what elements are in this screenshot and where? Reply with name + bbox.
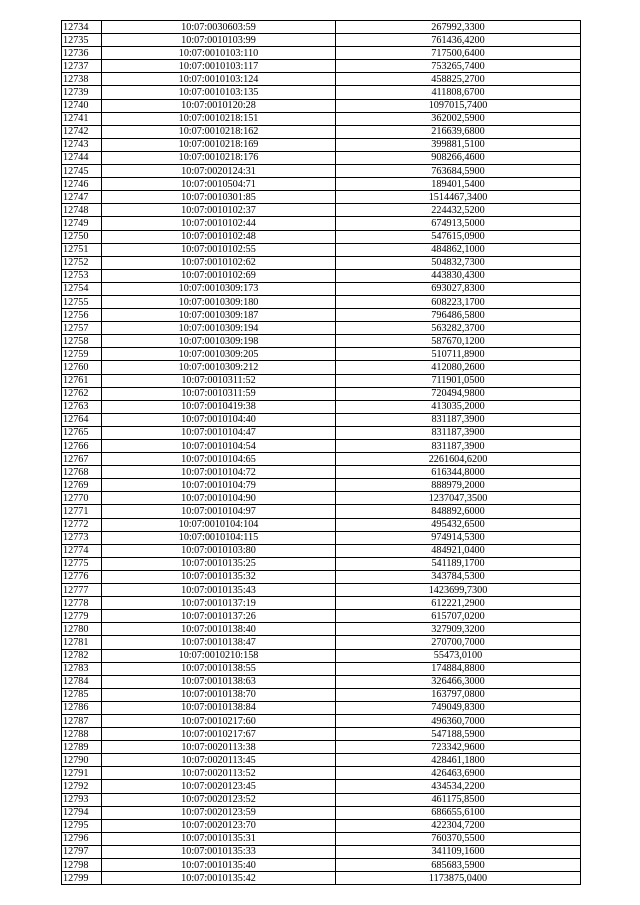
row-number-cell: 12790 bbox=[62, 754, 102, 767]
table-row bbox=[62, 413, 581, 426]
cadastral-number-cell: 10:07:0010135:32 bbox=[102, 570, 336, 583]
table-row bbox=[62, 440, 581, 453]
value-cell: 888979,2000 bbox=[336, 479, 581, 492]
table-row bbox=[62, 741, 581, 754]
value-cell: 1173875,0400 bbox=[336, 872, 581, 885]
table-row bbox=[62, 230, 581, 243]
cadastral-number-cell: 10:07:0010138:84 bbox=[102, 701, 336, 714]
table-row bbox=[62, 282, 581, 295]
row-number-cell: 12767 bbox=[62, 453, 102, 466]
row-number-cell: 12766 bbox=[62, 440, 102, 453]
table-row bbox=[62, 767, 581, 780]
value-cell: 426463,6900 bbox=[336, 767, 581, 780]
row-number-cell: 12743 bbox=[62, 138, 102, 151]
table-row bbox=[62, 845, 581, 858]
row-number-cell: 12764 bbox=[62, 413, 102, 426]
row-number-cell: 12796 bbox=[62, 832, 102, 845]
value-cell: 831187,3900 bbox=[336, 413, 581, 426]
document-page bbox=[61, 20, 581, 885]
table-row bbox=[62, 125, 581, 138]
table-row bbox=[62, 570, 581, 583]
cadastral-number-cell: 10:07:0010103:135 bbox=[102, 86, 336, 99]
table-row bbox=[62, 714, 581, 727]
cadastral-number-cell: 10:07:0010104:65 bbox=[102, 453, 336, 466]
value-cell: 510711,8900 bbox=[336, 348, 581, 361]
row-number-cell: 12778 bbox=[62, 597, 102, 610]
row-number-cell: 12757 bbox=[62, 322, 102, 335]
cadastral-value-table bbox=[61, 20, 581, 885]
cadastral-number-cell: 10:07:0010102:37 bbox=[102, 204, 336, 217]
row-number-cell: 12783 bbox=[62, 662, 102, 675]
table-row bbox=[62, 217, 581, 230]
row-number-cell: 12769 bbox=[62, 479, 102, 492]
table-row bbox=[62, 597, 581, 610]
row-number-cell: 12779 bbox=[62, 610, 102, 623]
row-number-cell: 12782 bbox=[62, 649, 102, 662]
value-cell: 458825,2700 bbox=[336, 73, 581, 86]
table-row bbox=[62, 819, 581, 832]
value-cell: 541189,1700 bbox=[336, 557, 581, 570]
cadastral-number-cell: 10:07:0010419:38 bbox=[102, 400, 336, 413]
row-number-cell: 12775 bbox=[62, 557, 102, 570]
table-row bbox=[62, 361, 581, 374]
cadastral-number-cell: 10:07:0010137:26 bbox=[102, 610, 336, 623]
cadastral-number-cell: 10:07:0010103:117 bbox=[102, 60, 336, 73]
value-cell: 189401,5400 bbox=[336, 178, 581, 191]
table-row bbox=[62, 544, 581, 557]
value-cell: 693027,8300 bbox=[336, 282, 581, 295]
row-number-cell: 12793 bbox=[62, 793, 102, 806]
table-row bbox=[62, 387, 581, 400]
value-cell: 686655,6100 bbox=[336, 806, 581, 819]
row-number-cell: 12737 bbox=[62, 60, 102, 73]
table-row bbox=[62, 426, 581, 439]
value-cell: 753265,7400 bbox=[336, 60, 581, 73]
table-row bbox=[62, 73, 581, 86]
table-row bbox=[62, 400, 581, 413]
value-cell: 270700,7000 bbox=[336, 636, 581, 649]
table-row bbox=[62, 34, 581, 47]
cadastral-number-cell: 10:07:0010311:59 bbox=[102, 387, 336, 400]
cadastral-number-cell: 10:07:0010309:173 bbox=[102, 282, 336, 295]
table-row bbox=[62, 204, 581, 217]
table-row bbox=[62, 531, 581, 544]
row-number-cell: 12750 bbox=[62, 230, 102, 243]
cadastral-number-cell: 10:07:0020123:59 bbox=[102, 806, 336, 819]
row-number-cell: 12799 bbox=[62, 872, 102, 885]
value-cell: 831187,3900 bbox=[336, 426, 581, 439]
value-cell: 434534,2200 bbox=[336, 780, 581, 793]
value-cell: 461175,8500 bbox=[336, 793, 581, 806]
value-cell: 327909,3200 bbox=[336, 623, 581, 636]
row-number-cell: 12747 bbox=[62, 191, 102, 204]
row-number-cell: 12780 bbox=[62, 623, 102, 636]
table-row bbox=[62, 492, 581, 505]
table-row bbox=[62, 322, 581, 335]
row-number-cell: 12746 bbox=[62, 178, 102, 191]
cadastral-number-cell: 10:07:0010135:31 bbox=[102, 832, 336, 845]
value-cell: 495432,6500 bbox=[336, 518, 581, 531]
value-cell: 749049,8300 bbox=[336, 701, 581, 714]
cadastral-number-cell: 10:07:0010217:60 bbox=[102, 714, 336, 727]
cadastral-number-cell: 10:07:0020113:38 bbox=[102, 741, 336, 754]
row-number-cell: 12785 bbox=[62, 688, 102, 701]
value-cell: 761436,4200 bbox=[336, 34, 581, 47]
cadastral-number-cell: 10:07:0010135:42 bbox=[102, 872, 336, 885]
cadastral-number-cell: 10:07:0030603:59 bbox=[102, 21, 336, 34]
cadastral-number-cell: 10:07:0020113:52 bbox=[102, 767, 336, 780]
row-number-cell: 12797 bbox=[62, 845, 102, 858]
cadastral-number-cell: 10:07:0010218:169 bbox=[102, 138, 336, 151]
value-cell: 326466,3000 bbox=[336, 675, 581, 688]
table-row bbox=[62, 60, 581, 73]
row-number-cell: 12774 bbox=[62, 544, 102, 557]
cadastral-number-cell: 10:07:0010218:176 bbox=[102, 151, 336, 164]
value-cell: 2261604,6200 bbox=[336, 453, 581, 466]
row-number-cell: 12787 bbox=[62, 714, 102, 727]
table-row bbox=[62, 584, 581, 597]
cadastral-number-cell: 10:07:0010138:55 bbox=[102, 662, 336, 675]
cadastral-number-cell: 10:07:0010103:124 bbox=[102, 73, 336, 86]
value-cell: 163797,0800 bbox=[336, 688, 581, 701]
row-number-cell: 12760 bbox=[62, 361, 102, 374]
cadastral-number-cell: 10:07:0010217:67 bbox=[102, 728, 336, 741]
value-cell: 413035,2000 bbox=[336, 400, 581, 413]
table-row bbox=[62, 675, 581, 688]
cadastral-number-cell: 10:07:0010218:151 bbox=[102, 112, 336, 125]
row-number-cell: 12770 bbox=[62, 492, 102, 505]
row-number-cell: 12772 bbox=[62, 518, 102, 531]
cadastral-number-cell: 10:07:0010104:97 bbox=[102, 505, 336, 518]
value-cell: 411808,6700 bbox=[336, 86, 581, 99]
cadastral-number-cell: 10:07:0010138:40 bbox=[102, 623, 336, 636]
table-row bbox=[62, 86, 581, 99]
table-row bbox=[62, 269, 581, 282]
cadastral-number-cell: 10:07:0010103:99 bbox=[102, 34, 336, 47]
cadastral-number-cell: 10:07:0010135:25 bbox=[102, 557, 336, 570]
table-row bbox=[62, 662, 581, 675]
value-cell: 831187,3900 bbox=[336, 440, 581, 453]
row-number-cell: 12784 bbox=[62, 675, 102, 688]
value-cell: 484862,1000 bbox=[336, 243, 581, 256]
value-cell: 796486,5800 bbox=[336, 309, 581, 322]
cadastral-number-cell: 10:07:0020124:31 bbox=[102, 165, 336, 178]
cadastral-number-cell: 10:07:0010104:115 bbox=[102, 531, 336, 544]
row-number-cell: 12777 bbox=[62, 584, 102, 597]
value-cell: 1423699,7300 bbox=[336, 584, 581, 597]
cadastral-number-cell: 10:07:0010103:110 bbox=[102, 47, 336, 60]
table-row bbox=[62, 165, 581, 178]
row-number-cell: 12748 bbox=[62, 204, 102, 217]
row-number-cell: 12776 bbox=[62, 570, 102, 583]
row-number-cell: 12792 bbox=[62, 780, 102, 793]
cadastral-number-cell: 10:07:0010309:187 bbox=[102, 309, 336, 322]
cadastral-number-cell: 10:07:0010104:54 bbox=[102, 440, 336, 453]
row-number-cell: 12751 bbox=[62, 243, 102, 256]
cadastral-number-cell: 10:07:0010137:19 bbox=[102, 597, 336, 610]
value-cell: 412080,2600 bbox=[336, 361, 581, 374]
value-cell: 717500,6400 bbox=[336, 47, 581, 60]
row-number-cell: 12738 bbox=[62, 73, 102, 86]
table-row bbox=[62, 374, 581, 387]
cadastral-number-cell: 10:07:0010104:40 bbox=[102, 413, 336, 426]
cadastral-number-cell: 10:07:0010102:44 bbox=[102, 217, 336, 230]
row-number-cell: 12749 bbox=[62, 217, 102, 230]
row-number-cell: 12789 bbox=[62, 741, 102, 754]
table-row bbox=[62, 335, 581, 348]
row-number-cell: 12765 bbox=[62, 426, 102, 439]
table-row bbox=[62, 623, 581, 636]
cadastral-number-cell: 10:07:0010309:205 bbox=[102, 348, 336, 361]
row-number-cell: 12786 bbox=[62, 701, 102, 714]
value-cell: 616344,8000 bbox=[336, 466, 581, 479]
cadastral-number-cell: 10:07:0010104:79 bbox=[102, 479, 336, 492]
table-row bbox=[62, 688, 581, 701]
cadastral-number-cell: 10:07:0020123:52 bbox=[102, 793, 336, 806]
table-row bbox=[62, 518, 581, 531]
cadastral-number-cell: 10:07:0010102:48 bbox=[102, 230, 336, 243]
cadastral-number-cell: 10:07:0010210:158 bbox=[102, 649, 336, 662]
cadastral-number-cell: 10:07:0010104:90 bbox=[102, 492, 336, 505]
value-cell: 443830,4300 bbox=[336, 269, 581, 282]
row-number-cell: 12791 bbox=[62, 767, 102, 780]
table-row bbox=[62, 793, 581, 806]
value-cell: 496360,7000 bbox=[336, 714, 581, 727]
value-cell: 974914,5300 bbox=[336, 531, 581, 544]
table-row bbox=[62, 178, 581, 191]
value-cell: 428461,1800 bbox=[336, 754, 581, 767]
row-number-cell: 12755 bbox=[62, 295, 102, 308]
cadastral-number-cell: 10:07:0010301:85 bbox=[102, 191, 336, 204]
row-number-cell: 12754 bbox=[62, 282, 102, 295]
row-number-cell: 12758 bbox=[62, 335, 102, 348]
table-row bbox=[62, 649, 581, 662]
row-number-cell: 12735 bbox=[62, 34, 102, 47]
row-number-cell: 12752 bbox=[62, 256, 102, 269]
value-cell: 908266,4600 bbox=[336, 151, 581, 164]
cadastral-number-cell: 10:07:0020123:45 bbox=[102, 780, 336, 793]
value-cell: 504832,7300 bbox=[336, 256, 581, 269]
table-row bbox=[62, 728, 581, 741]
cadastral-number-cell: 10:07:0010104:72 bbox=[102, 466, 336, 479]
cadastral-number-cell: 10:07:0010135:40 bbox=[102, 859, 336, 872]
cadastral-number-cell: 10:07:0010120:28 bbox=[102, 99, 336, 112]
table-row bbox=[62, 636, 581, 649]
table-body bbox=[62, 21, 581, 885]
table-row bbox=[62, 610, 581, 623]
value-cell: 608223,1700 bbox=[336, 295, 581, 308]
value-cell: 723342,9600 bbox=[336, 741, 581, 754]
cadastral-number-cell: 10:07:0020113:45 bbox=[102, 754, 336, 767]
cadastral-number-cell: 10:07:0010135:43 bbox=[102, 584, 336, 597]
cadastral-number-cell: 10:07:0010309:198 bbox=[102, 335, 336, 348]
row-number-cell: 12773 bbox=[62, 531, 102, 544]
cadastral-number-cell: 10:07:0010103:80 bbox=[102, 544, 336, 557]
table-row bbox=[62, 780, 581, 793]
table-row bbox=[62, 479, 581, 492]
table-row bbox=[62, 47, 581, 60]
value-cell: 343784,5300 bbox=[336, 570, 581, 583]
table-row bbox=[62, 754, 581, 767]
table-row bbox=[62, 832, 581, 845]
row-number-cell: 12740 bbox=[62, 99, 102, 112]
row-number-cell: 12771 bbox=[62, 505, 102, 518]
cadastral-number-cell: 10:07:0010104:47 bbox=[102, 426, 336, 439]
value-cell: 216639,6800 bbox=[336, 125, 581, 138]
row-number-cell: 12736 bbox=[62, 47, 102, 60]
table-row bbox=[62, 295, 581, 308]
row-number-cell: 12742 bbox=[62, 125, 102, 138]
cadastral-number-cell: 10:07:0010138:70 bbox=[102, 688, 336, 701]
value-cell: 547615,0900 bbox=[336, 230, 581, 243]
value-cell: 674913,5000 bbox=[336, 217, 581, 230]
table-row bbox=[62, 151, 581, 164]
cadastral-number-cell: 10:07:0010138:47 bbox=[102, 636, 336, 649]
value-cell: 55473,0100 bbox=[336, 649, 581, 662]
table-row bbox=[62, 191, 581, 204]
table-row bbox=[62, 112, 581, 125]
row-number-cell: 12768 bbox=[62, 466, 102, 479]
cadastral-number-cell: 10:07:0010504:71 bbox=[102, 178, 336, 191]
table-row bbox=[62, 466, 581, 479]
cadastral-number-cell: 10:07:0010309:180 bbox=[102, 295, 336, 308]
row-number-cell: 12781 bbox=[62, 636, 102, 649]
value-cell: 267992,3300 bbox=[336, 21, 581, 34]
value-cell: 1514467,3400 bbox=[336, 191, 581, 204]
row-number-cell: 12762 bbox=[62, 387, 102, 400]
row-number-cell: 12788 bbox=[62, 728, 102, 741]
value-cell: 848892,6000 bbox=[336, 505, 581, 518]
value-cell: 612221,2900 bbox=[336, 597, 581, 610]
value-cell: 362002,5900 bbox=[336, 112, 581, 125]
cadastral-number-cell: 10:07:0010138:63 bbox=[102, 675, 336, 688]
cadastral-number-cell: 10:07:0010135:33 bbox=[102, 845, 336, 858]
row-number-cell: 12759 bbox=[62, 348, 102, 361]
value-cell: 399881,5100 bbox=[336, 138, 581, 151]
value-cell: 763684,5900 bbox=[336, 165, 581, 178]
row-number-cell: 12795 bbox=[62, 819, 102, 832]
table-row bbox=[62, 309, 581, 322]
value-cell: 563282,3700 bbox=[336, 322, 581, 335]
cadastral-number-cell: 10:07:0010218:162 bbox=[102, 125, 336, 138]
cadastral-number-cell: 10:07:0010311:52 bbox=[102, 374, 336, 387]
row-number-cell: 12734 bbox=[62, 21, 102, 34]
table-row bbox=[62, 505, 581, 518]
cadastral-number-cell: 10:07:0010102:62 bbox=[102, 256, 336, 269]
cadastral-number-cell: 10:07:0010102:55 bbox=[102, 243, 336, 256]
cadastral-number-cell: 10:07:0010309:194 bbox=[102, 322, 336, 335]
cadastral-number-cell: 10:07:0010102:69 bbox=[102, 269, 336, 282]
value-cell: 547188,5900 bbox=[336, 728, 581, 741]
cadastral-number-cell: 10:07:0010309:212 bbox=[102, 361, 336, 374]
table-row bbox=[62, 872, 581, 885]
row-number-cell: 12744 bbox=[62, 151, 102, 164]
row-number-cell: 12756 bbox=[62, 309, 102, 322]
value-cell: 341109,1600 bbox=[336, 845, 581, 858]
row-number-cell: 12794 bbox=[62, 806, 102, 819]
row-number-cell: 12798 bbox=[62, 859, 102, 872]
value-cell: 711901,0500 bbox=[336, 374, 581, 387]
table-row bbox=[62, 348, 581, 361]
row-number-cell: 12745 bbox=[62, 165, 102, 178]
value-cell: 484921,0400 bbox=[336, 544, 581, 557]
value-cell: 1097015,7400 bbox=[336, 99, 581, 112]
value-cell: 174884,8800 bbox=[336, 662, 581, 675]
cadastral-number-cell: 10:07:0020123:70 bbox=[102, 819, 336, 832]
value-cell: 1237047,3500 bbox=[336, 492, 581, 505]
table-row bbox=[62, 99, 581, 112]
value-cell: 587670,1200 bbox=[336, 335, 581, 348]
value-cell: 685683,5900 bbox=[336, 859, 581, 872]
value-cell: 422304,7200 bbox=[336, 819, 581, 832]
table-row bbox=[62, 806, 581, 819]
row-number-cell: 12761 bbox=[62, 374, 102, 387]
table-row bbox=[62, 21, 581, 34]
table-row bbox=[62, 701, 581, 714]
value-cell: 720494,9800 bbox=[336, 387, 581, 400]
table-row bbox=[62, 557, 581, 570]
row-number-cell: 12763 bbox=[62, 400, 102, 413]
value-cell: 224432,5200 bbox=[336, 204, 581, 217]
cadastral-number-cell: 10:07:0010104:104 bbox=[102, 518, 336, 531]
table-row bbox=[62, 138, 581, 151]
row-number-cell: 12739 bbox=[62, 86, 102, 99]
value-cell: 615707,0200 bbox=[336, 610, 581, 623]
row-number-cell: 12753 bbox=[62, 269, 102, 282]
row-number-cell: 12741 bbox=[62, 112, 102, 125]
table-row bbox=[62, 243, 581, 256]
value-cell: 760370,5500 bbox=[336, 832, 581, 845]
table-row bbox=[62, 256, 581, 269]
table-row bbox=[62, 453, 581, 466]
table-row bbox=[62, 859, 581, 872]
